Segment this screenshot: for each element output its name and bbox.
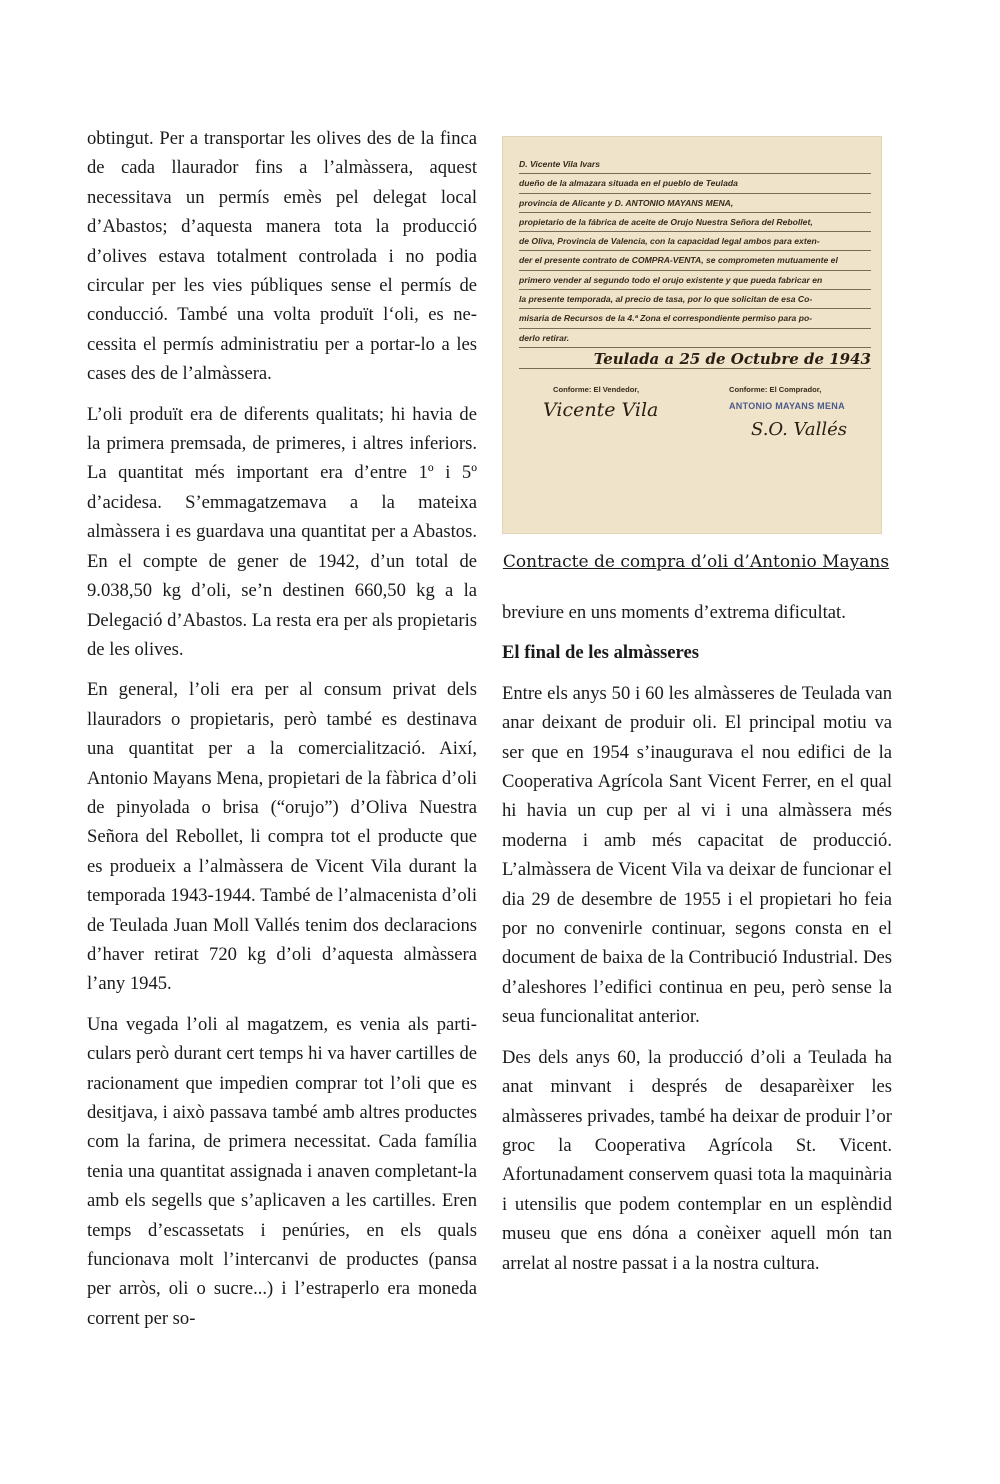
contract-line: primero vender al segundo todo el orujo existente y que pueda fabricar en (519, 271, 871, 290)
paragraph: En general, l’oli era per al consum privat dels llauradors o propietaris, però també es destinava una quantitat per a la comercialització. Així, Antonio Mayans Mena, propietari de la fàbrica d’oli de pinyolada o brisa (“orujo”) d’Oliva Nuestra Señora del Rebollet, li compra tot el producte que es produeix a l’almàssera de Vicent Vila durant la temporada 1943-1944. També de l’almacenista d’oli de Teulada Juan Moll Vallés tenim dos declaracions d’haver retirat 720 kg d’oli d’aquesta almàssera l’any 1945. (87, 679, 477, 995)
contract-date-line: Teulada a 25 de Octubre de 1943 (519, 350, 871, 369)
paragraph: obtingut. Per a transportar les olives des de la finca de cada llaurador fins a l’almàssera, aquest necessitava un permís emès pel delegat local d’Abastos; d’aquesta manera tota la producció d’olives estava totalment controlada i no podia circular per les vies públiques sense el permís de conducció. També una volta produït l‘oli, es necessita el permís administratiu per a portar-lo a les cases des de l’almàssera. (87, 128, 477, 385)
contract-line: misaria de Recursos de la 4.ª Zona el correspondiente permiso para po- (519, 309, 871, 328)
contract-line: propietario de la fábrica de aceite de Orujo Nuestra Señora del Rebollet, (519, 213, 871, 232)
paragraph: Una vegada l’oli al magatzem, es venia als particulars però durant cert temps hi va haver cartilles de racionament que impedien comprar tot l’oli que es desitjava, i això passava també amb altres productes com la farina, de primera necessitat. Cada família tenia una quantitat assignada i anaven completant-la amb els segells que s’aplicaven a les cartilles. Eren temps d’escassetats i penúries, en els quals funcionava molt l’intercanvi de productes (pansa per arròs, oli o sucre...) i l’estraperlo era moneda corrent per so- (87, 1013, 477, 1329)
contract-line: dueño de la almazara situada en el pueblo de Teulada (519, 174, 871, 193)
contract-line: la presente temporada, al precio de tasa, por lo que solicitan de esa Co- (519, 290, 871, 309)
right-column (502, 598, 892, 1289)
buyer-signature: S.O. Vallés (751, 419, 848, 440)
contract-text (519, 155, 871, 369)
buyer-label: Conforme: El Comprador, (729, 385, 822, 394)
paragraph: Entre els anys 50 i 60 les almàsseres de Teulada van anar deixant de produir oli. El principal motiu va ser que en 1954 s’inaugurava el nou edifici de la Cooperativa Agrícola Sant Vicent Ferrer, en el qual hi havia un cup per al vi i una almàssera més moderna i amb més capacitat de producció. L’almàssera de Vicent Vila va deixar de funcionar el dia 29 de desembre de 1955 i el propietari ho feia por no convenirle continuar, segons consta en el document de baixa de la Contribució Industrial. Des d’aleshores l’edifici continua en peu, però sense la seua funcionalitat anterior. (502, 682, 892, 1028)
contract-document-photo (502, 136, 882, 534)
contract-line: provincia de Alicante y D. ANTONIO MAYANS MENA, (519, 194, 871, 213)
buyer-stamp: ANTONIO MAYANS MENA (729, 401, 845, 411)
contract-line: de Oliva, Provincia de Valencia, con la capacidad legal ambos para exten- (519, 232, 871, 251)
contract-line: derlo retirar. (519, 329, 871, 348)
seller-label: Conforme: El Vendedor, (553, 385, 640, 394)
section-heading: El final de les almàsseres (502, 642, 699, 664)
paragraph: Des dels anys 60, la producció d’oli a Teulada ha anat minvant i després de desaparèixer les almàsseres privades, també ha deixar de produir l’or groc la Cooperativa Agrícola St. Vicent. Afortunadament conservem quasi tota la maquinària i utensilis que podem contemplar en un esplèndid museu que ens dóna a conèixer aquell món tan arrelat al nostre passat i a la nostra cultura. (502, 1046, 892, 1274)
contract-line: der el presente contrato de COMPRA-VENTA, se comprometen mutuamente el (519, 251, 871, 270)
figure-caption: Contracte de compra d’oli d’Antonio Mayans (502, 552, 890, 572)
contract-line: D. Vicente Vila Ivars (519, 155, 871, 174)
paragraph: L’oli produït era de diferents qualitats; hi havia de la primera premsada, de primeres, i altres inferiors. La quantitat més important era d’entre 1º i 5º d’acidesa. S’emmagatzemava a la mateixa almàssera i es guardava una quantitat per a Abastos. En el compte de gener de 1942, d’un total de 9.038,50 kg d’oli, se’n destinen 660,50 kg a la Delegació d’Abastos. La resta era per als propietaris de les olives. (87, 403, 477, 660)
seller-signature: Vicente Vila (543, 399, 659, 421)
left-column (87, 124, 477, 1344)
paragraph-continuation: breviure en uns moments d’extrema dificultat. (502, 602, 846, 623)
